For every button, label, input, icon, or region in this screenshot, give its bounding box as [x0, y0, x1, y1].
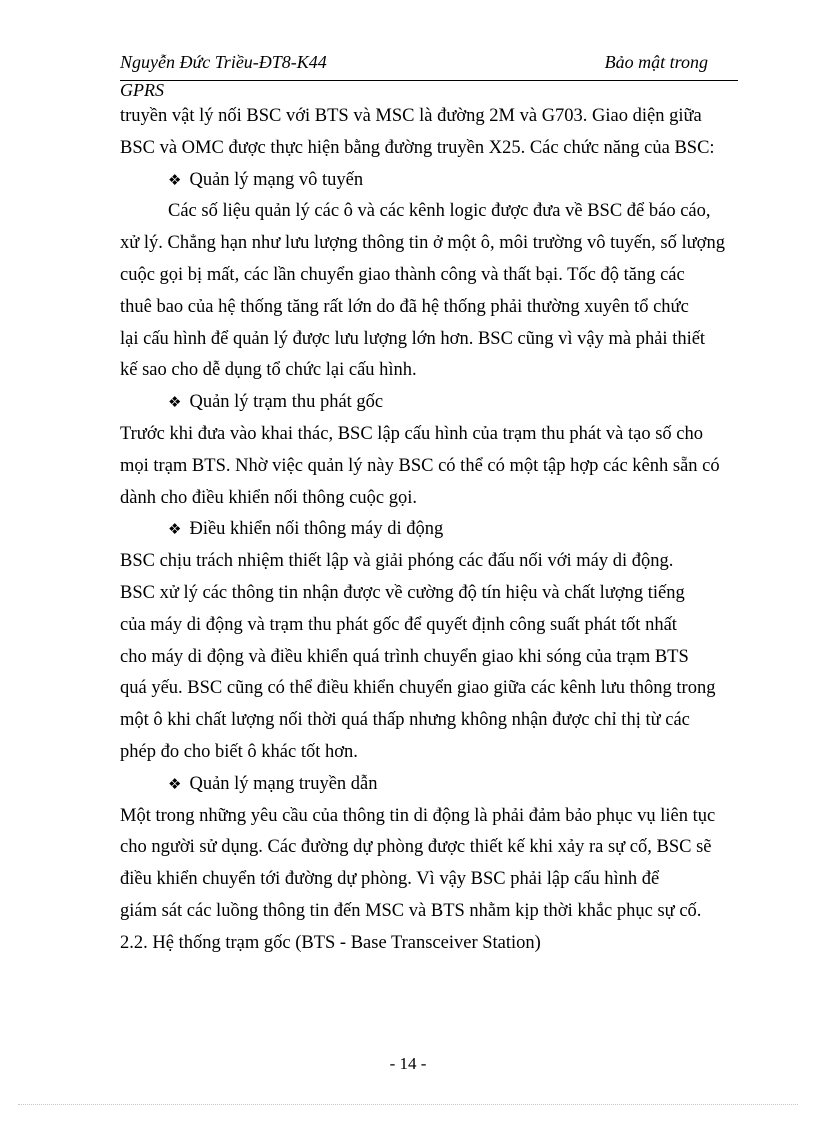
paragraph-line: quá yếu. BSC cũng có thể điều khiển chuyển giao giữa các kênh lưu thông trong — [120, 678, 716, 699]
paragraph-line: một ô khi chất lượng nối thời quá thấp nhưng không nhận được chỉ thị từ các — [120, 710, 690, 731]
paragraph-line: xử lý. Chẳng hạn như lưu lượng thông tin ở một ô, môi trường vô tuyến, số lượng — [120, 233, 725, 254]
section-heading-text: Quản lý mạng truyền dẫn — [189, 773, 378, 794]
paragraph-line: BSC và OMC được thực hiện bằng đường truyền X25. Các chức năng của BSC: — [120, 137, 715, 158]
page-number: - 14 - — [389, 1054, 427, 1073]
diamond-bullet-icon: ❖ — [168, 520, 182, 539]
paragraph-line: BSC xử lý các thông tin nhận được về cường độ tín hiệu và chất lượng tiếng — [120, 582, 685, 603]
diamond-bullet-icon: ❖ — [168, 170, 182, 189]
header-title-continuation: GPRS — [120, 80, 164, 100]
section-bullet-heading — [120, 769, 746, 801]
section-bullet-heading — [120, 165, 746, 197]
document-body — [120, 101, 746, 960]
paragraph-line: cuộc gọi bị mất, các lần chuyển giao thành công và thất bại. Tốc độ tăng các — [120, 264, 685, 285]
section-heading-text: Quản lý mạng vô tuyến — [189, 169, 364, 190]
paragraph-line: mọi trạm BTS. Nhờ việc quản lý này BSC có thể có một tập hợp các kênh sẵn có — [120, 455, 720, 476]
paragraph-line: lại cấu hình để quản lý được lưu lượng lớn hơn. BSC cũng vì vậy mà phải thiết — [120, 328, 706, 349]
paragraph-line: Một trong những yêu cầu của thông tin di động là phải đảm bảo phục vụ liên tục — [120, 805, 716, 826]
paragraph-line: phép đo cho biết ô khác tốt hơn. — [120, 741, 358, 762]
page-header — [120, 50, 738, 81]
header-title: Bảo mật trong — [604, 52, 708, 72]
diamond-bullet-icon: ❖ — [168, 774, 182, 793]
paragraph-line: cho người sử dụng. Các đường dự phòng được thiết kế khi xảy ra sự cố, BSC sẽ — [120, 837, 712, 858]
paragraph-line: 2.2. Hệ thống trạm gốc (BTS - Base Transceiver Station) — [120, 932, 541, 953]
paragraph-line: truyền vật lý nối BSC với BTS và MSC là đường 2M và G703. Giao diện giữa — [120, 106, 702, 126]
paragraph-line: giám sát các luồng thông tin đến MSC và BTS nhằm kịp thời khắc phục sự cố. — [120, 900, 702, 921]
paragraph-line: của máy di động và trạm thu phát gốc để quyết định công suất phát tốt nhất — [120, 614, 677, 635]
paragraph-line: BSC chịu trách nhiệm thiết lập và giải phóng các đấu nối với máy di động. — [120, 551, 674, 572]
paragraph-line: Các số liệu quản lý các ô và các kênh logic được đưa về BSC để báo cáo, — [168, 201, 711, 222]
paragraph-line: cho máy di động và điều khiển quá trình chuyển giao khi sóng của trạm BTS — [120, 646, 689, 667]
paragraph-line: điều khiển chuyển tới đường dự phòng. Vì vậy BSC phải lập cấu hình để — [120, 869, 660, 890]
section-bullet-heading — [120, 514, 746, 546]
page-border-dotted — [18, 1104, 798, 1105]
section-heading-text: Quản lý trạm thu phát gốc — [189, 392, 384, 413]
section-heading-text: Điều khiển nối thông máy di động — [189, 519, 444, 540]
section-bullet-heading — [120, 387, 746, 419]
paragraph-line: kế sao cho dễ dụng tổ chức lại cấu hình. — [120, 360, 417, 381]
paragraph-line: Trước khi đưa vào khai thác, BSC lập cấu hình của trạm thu phát và tạo số cho — [120, 423, 704, 444]
diamond-bullet-icon: ❖ — [168, 393, 182, 412]
paragraph-line: thuê bao của hệ thống tăng rất lớn do đã hệ thống phải thường xuyên tổ chức — [120, 296, 689, 317]
paragraph-line: dành cho điều khiển nối thông cuộc gọi. — [120, 487, 417, 508]
header-author: Nguyễn Đức Triều-ĐT8-K44 — [120, 52, 327, 72]
